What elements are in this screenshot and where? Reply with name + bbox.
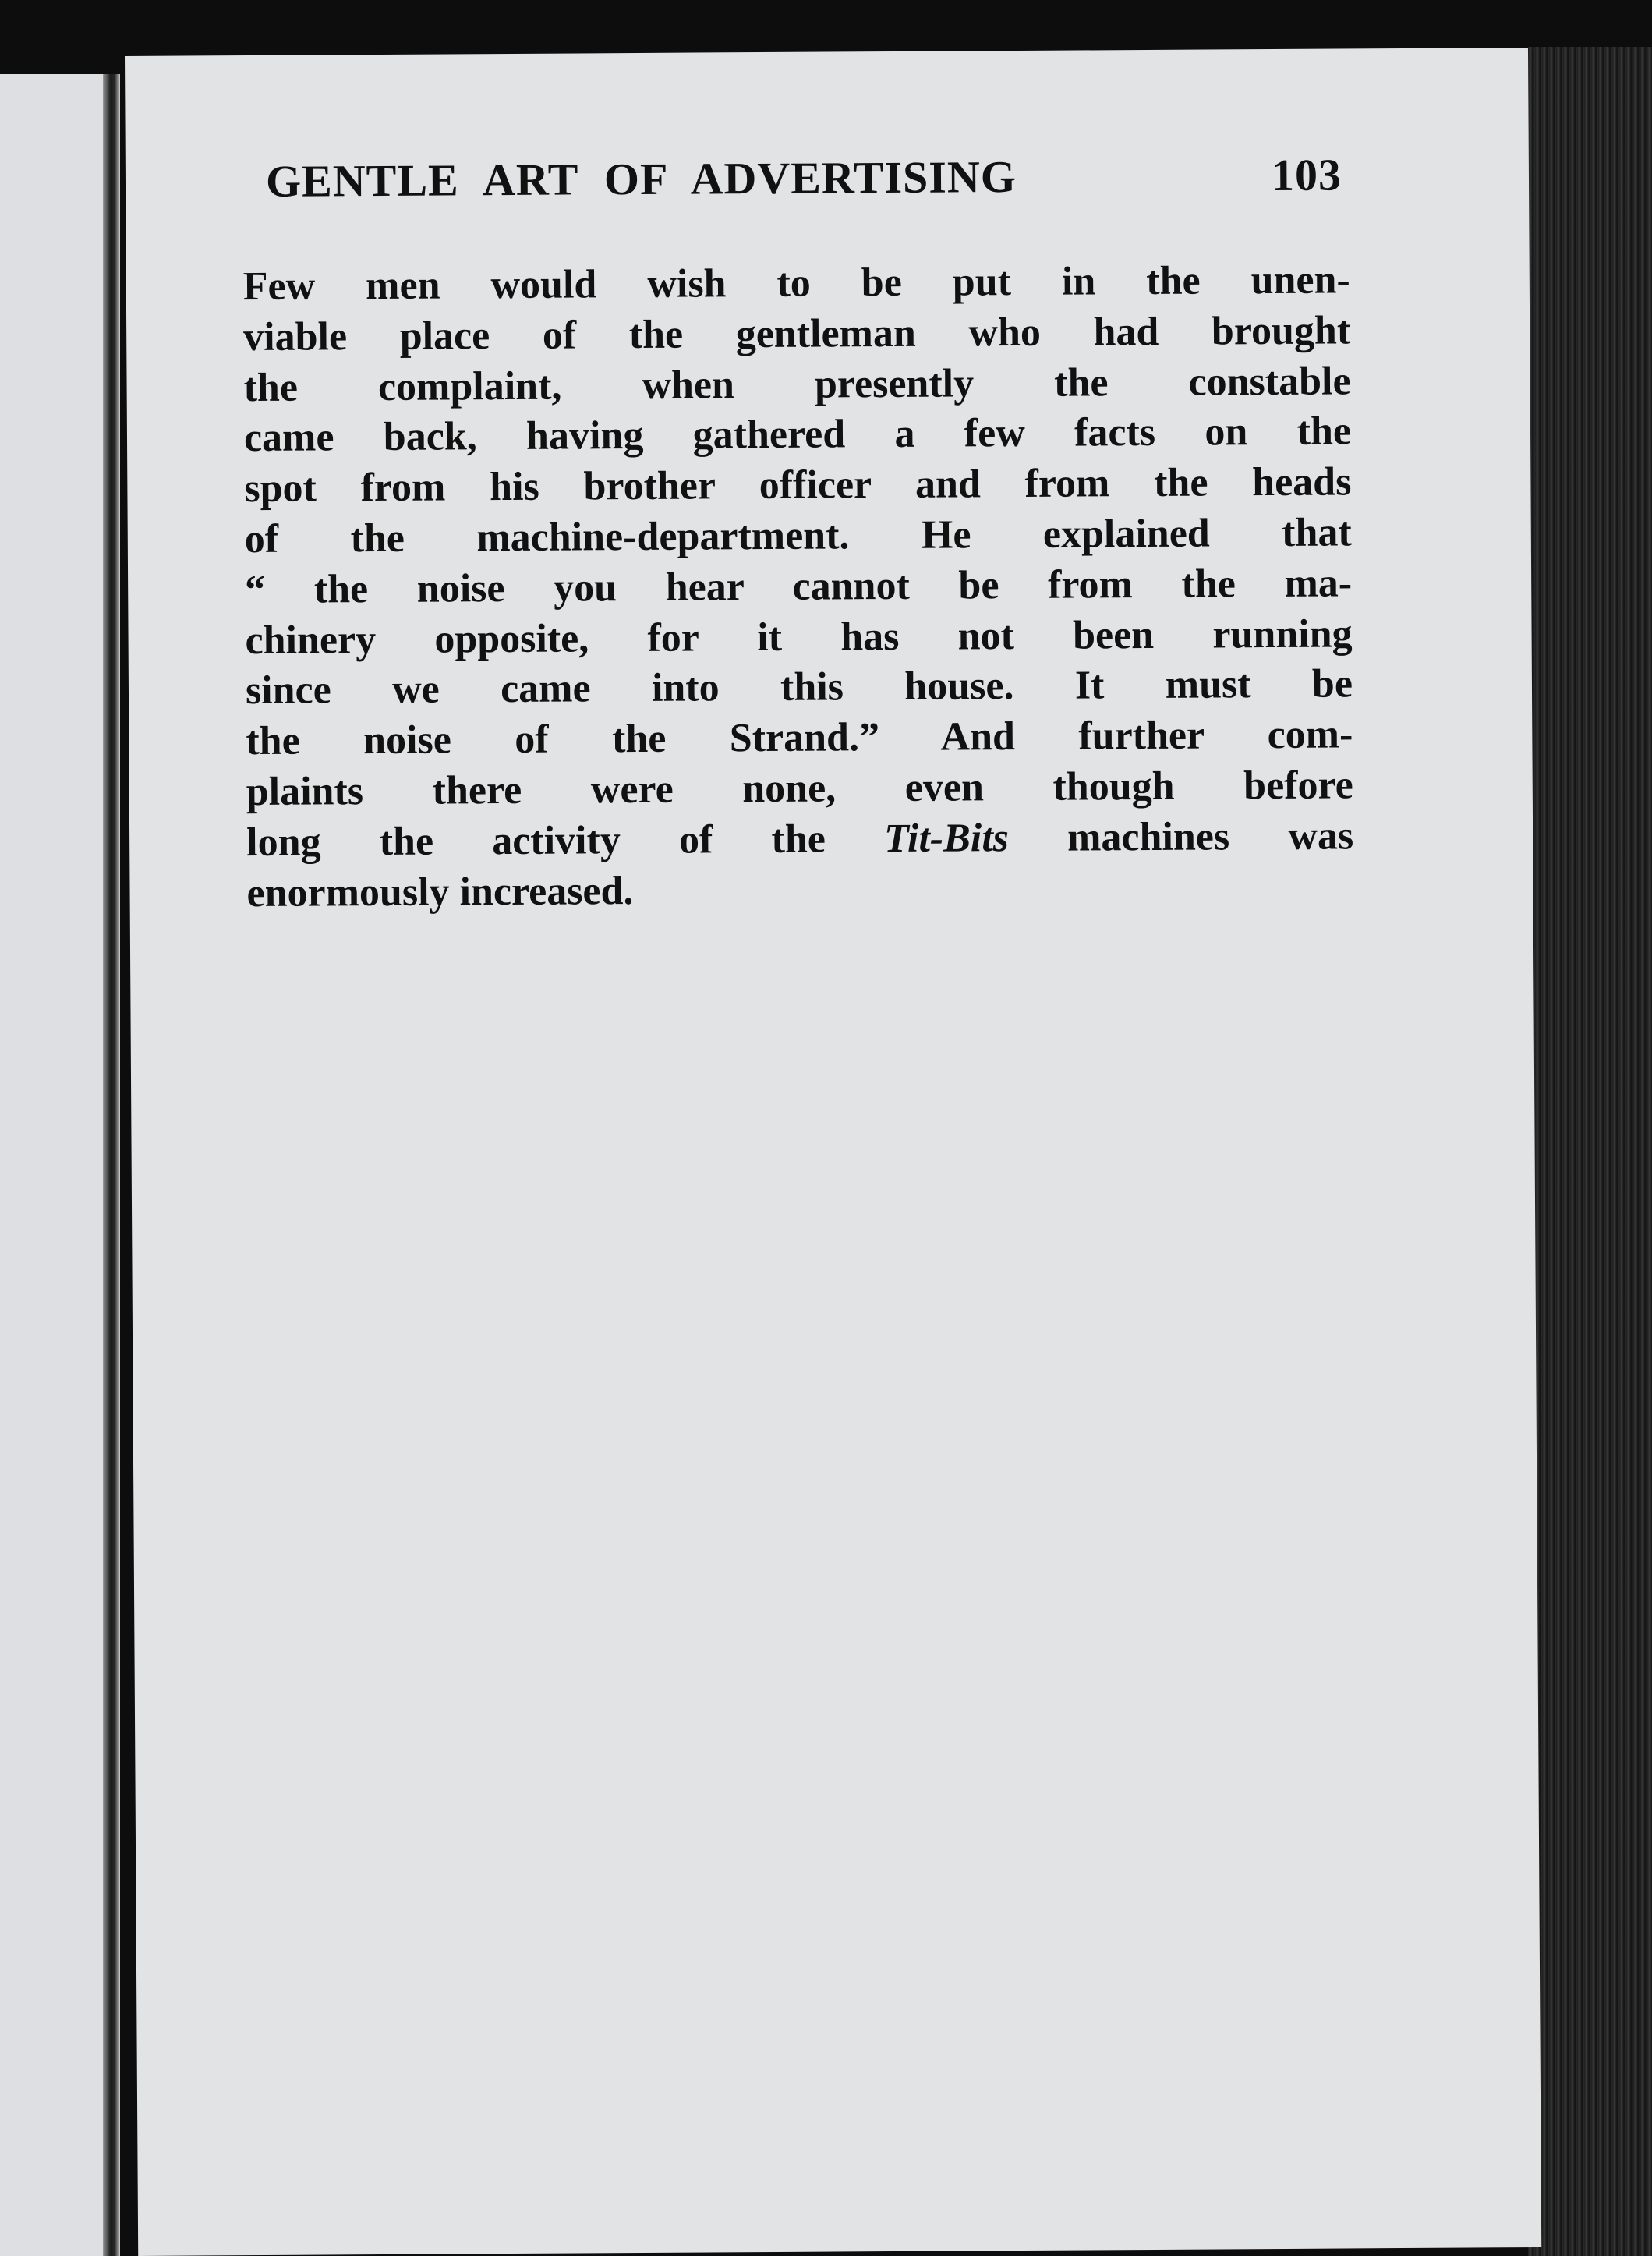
text-line: the complaint, when presently the constable [243, 358, 1351, 410]
text-line-with-title [246, 811, 1353, 868]
running-head: GENTLE ART OF ADVERTISING [265, 151, 1017, 207]
text-segment: long the activity of the [246, 816, 885, 865]
page-stack-edge [1528, 47, 1652, 2256]
book-page [125, 48, 1541, 2256]
text-line: since we came into this house. It must be [245, 661, 1353, 714]
book-gutter [103, 74, 120, 2256]
text-line: plaints there were none, even though before [246, 763, 1353, 815]
body-paragraph [243, 255, 1354, 919]
text-line: Few men would wish to be put in the unen- [242, 257, 1350, 310]
text-line: “ the noise you hear cannot be from the ma- [245, 561, 1353, 612]
page-header [266, 148, 1342, 232]
text-line: viable place of the gentleman who had brought [243, 308, 1351, 359]
left-facing-page-edge [0, 74, 117, 2256]
text-line: of the machine-department. He explained that [244, 510, 1352, 562]
text-line: spot from his brother officer and from the heads [244, 459, 1352, 512]
text-line: chinery opposite, for it has not been running [245, 611, 1353, 663]
publication-title: Tit-Bits [883, 815, 1010, 861]
text-line: came back, having gathered a few facts on the [243, 409, 1352, 461]
text-line: the noise of the Strand.” And further com- [246, 712, 1353, 764]
text-line-last: enormously increased. [246, 868, 634, 916]
page-number: 103 [1271, 149, 1342, 201]
text-segment: machines was [1008, 813, 1354, 860]
